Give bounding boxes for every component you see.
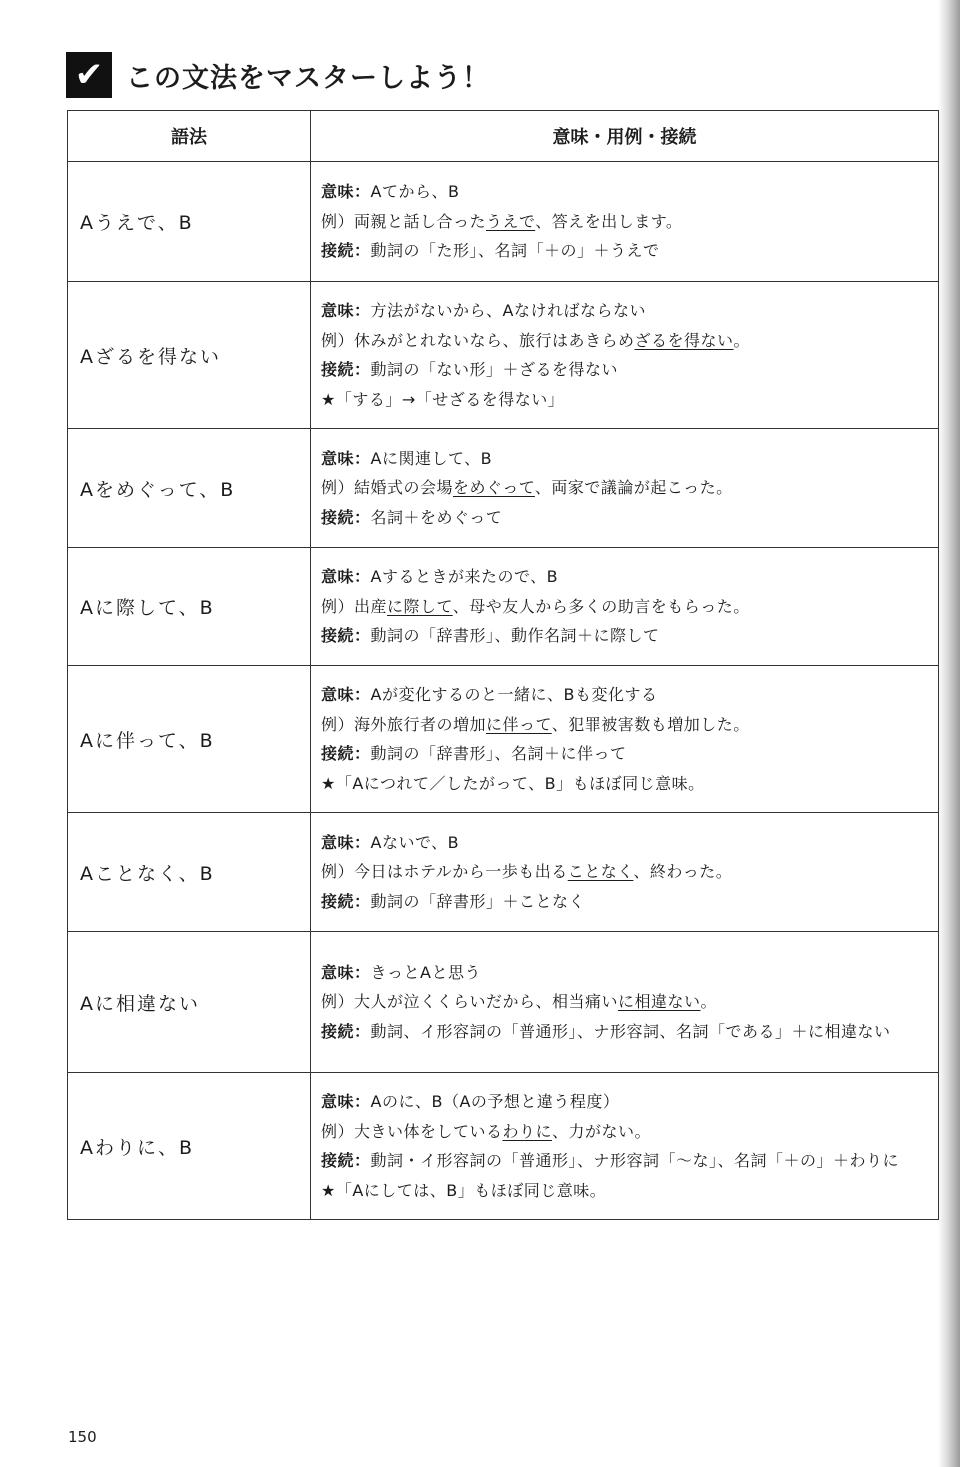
line-text: 、力がない。	[552, 1121, 652, 1141]
page-title: この文法をマスターしよう！	[126, 62, 490, 94]
page-number: 150	[68, 1428, 97, 1446]
detail-line	[321, 769, 930, 799]
table-row	[68, 548, 939, 666]
line-text: Aのに、B（Aの予想と違う程度）	[370, 1092, 620, 1111]
page-edge-shadow	[938, 0, 960, 1467]
line-text: 、両家で議論が起こった。	[534, 478, 733, 498]
target-expression: わりに	[502, 1121, 553, 1141]
target-expression: に相違ない	[618, 992, 701, 1012]
line-label: 接続：	[321, 507, 371, 527]
line-label: 意味：	[321, 1092, 371, 1111]
target-expression: うえで	[486, 211, 536, 231]
line-text: 動詞、イ形容詞の「普通形」、ナ形容詞、名詞「である」＋に相違ない	[370, 1021, 891, 1041]
line-label: 接続：	[321, 241, 371, 261]
table-row	[68, 162, 939, 282]
column-header-details: 意味・用例・接続	[311, 111, 939, 162]
table-row	[68, 666, 939, 813]
line-text: 、終わった。	[633, 862, 733, 882]
usage-cell: Aに伴って、B	[68, 666, 311, 813]
detail-line	[321, 1176, 930, 1206]
detail-line	[321, 296, 930, 326]
target-expression: ことなく	[567, 862, 634, 882]
detail-cell	[311, 813, 939, 932]
detail-line	[321, 562, 930, 592]
detail-line	[321, 355, 930, 385]
table-row	[68, 813, 939, 932]
line-text: ★「Aにつれて／したがって、B」もほぼ同じ意味。	[321, 773, 705, 793]
detail-line	[321, 1087, 930, 1117]
line-label: 意味：	[321, 962, 371, 982]
detail-line	[321, 503, 930, 533]
grammar-table	[67, 110, 939, 1220]
detail-line	[321, 958, 930, 988]
line-text: 動詞の「ない形」＋ざるを得ない	[370, 360, 619, 379]
detail-line	[321, 739, 930, 769]
table-row	[68, 932, 939, 1073]
target-expression: に際して	[387, 596, 453, 616]
detail-cell	[311, 1073, 939, 1220]
usage-cell: Aことなく、B	[68, 813, 311, 932]
line-text: Aないで、B	[370, 832, 460, 852]
line-text: 名詞＋をめぐって	[370, 507, 503, 527]
detail-cell	[311, 666, 939, 813]
table-row	[68, 1073, 939, 1220]
line-text: きっとAと思う	[370, 962, 481, 982]
line-text: 例）大きい体をしている	[321, 1121, 503, 1141]
usage-cell: Aわりに、B	[68, 1073, 311, 1220]
detail-line	[321, 621, 930, 651]
line-text: 。	[700, 992, 718, 1012]
line-label: 接続：	[321, 1021, 371, 1041]
line-label: 意味：	[321, 567, 371, 587]
line-text: 動詞の「た形」、名詞「＋の」＋うえで	[370, 241, 660, 261]
line-label: 接続：	[321, 626, 371, 646]
line-text: 例）両親と話し合った	[321, 211, 487, 231]
target-expression: ざるを得ない	[634, 330, 734, 350]
line-label: 意味：	[321, 832, 371, 852]
line-text: 方法がないから、Aなければならない	[370, 301, 646, 320]
checkmark-icon: ✔	[66, 52, 112, 98]
line-label: 意味：	[321, 448, 371, 468]
usage-cell: Aに際して、B	[68, 548, 311, 666]
detail-line	[321, 444, 930, 474]
line-text: 、犯罪被害数も増加した。	[551, 714, 750, 734]
line-label: 接続：	[321, 744, 371, 763]
line-text: 。	[733, 330, 751, 350]
line-text: 動詞・イ形容詞の「普通形」、ナ形容詞「～な」、名詞「＋の」＋わりに	[370, 1151, 900, 1170]
line-text: 動詞の「辞書形」＋ことなく	[370, 891, 586, 911]
detail-line	[321, 592, 930, 622]
usage-cell: Aざるを得ない	[68, 282, 311, 429]
detail-line	[321, 1146, 930, 1176]
detail-cell	[311, 162, 939, 282]
line-text: 動詞の「辞書形」、名詞＋に伴って	[370, 744, 627, 763]
usage-cell: Aをめぐって、B	[68, 429, 311, 548]
target-expression: をめぐって	[453, 478, 535, 498]
detail-line	[321, 710, 930, 740]
line-label: 意味：	[321, 301, 371, 320]
usage-cell: Aに相違ない	[68, 932, 311, 1073]
line-text: Aに関連して、B	[370, 448, 493, 468]
line-label: 接続：	[321, 1151, 371, 1170]
line-text: 例）今日はホテルから一歩も出る	[321, 862, 568, 882]
detail-cell	[311, 429, 939, 548]
detail-line	[321, 828, 930, 858]
line-label: 意味：	[321, 685, 371, 704]
table-header-row	[68, 111, 939, 162]
detail-line	[321, 680, 930, 710]
line-label: 接続：	[321, 360, 371, 379]
detail-line	[321, 1017, 930, 1047]
line-text: 例）海外旅行者の増加	[321, 714, 487, 734]
line-text: 動詞の「辞書形」、動作名詞＋に際して	[370, 626, 660, 646]
detail-line	[321, 385, 930, 415]
line-text: 例）休みがとれないなら、旅行はあきらめ	[321, 330, 635, 350]
line-text: 例）大人が泣くくらいだから、相当痛い	[321, 992, 619, 1012]
line-text: 、母や友人から多くの助言をもらった。	[452, 596, 750, 616]
detail-line	[321, 236, 930, 266]
table-row	[68, 429, 939, 548]
table-row	[68, 282, 939, 429]
section-header	[66, 52, 490, 98]
line-text: ★「Aにしては、B」もほぼ同じ意味。	[321, 1180, 607, 1200]
line-text: 例）出産	[321, 596, 388, 616]
column-header-usage: 語法	[68, 111, 311, 162]
line-text: Aするときが来たので、B	[370, 567, 559, 587]
line-text: ★「する」→「せざるを得ない」	[321, 389, 565, 409]
detail-line	[321, 1117, 930, 1147]
target-expression: に伴って	[486, 714, 552, 734]
line-text: Aが変化するのと一緒に、Bも変化する	[370, 685, 658, 704]
detail-line	[321, 987, 930, 1017]
usage-cell: Aうえで、B	[68, 162, 311, 282]
detail-line	[321, 326, 930, 356]
detail-line	[321, 207, 930, 237]
detail-cell	[311, 932, 939, 1073]
table-body	[68, 162, 939, 1220]
detail-line	[321, 887, 930, 917]
line-text: Aてから、B	[370, 182, 460, 202]
detail-cell	[311, 282, 939, 429]
line-text: 例）結婚式の会場	[321, 478, 454, 498]
line-text: 、答えを出します。	[535, 211, 683, 231]
line-label: 意味：	[321, 182, 371, 202]
detail-line	[321, 473, 930, 503]
detail-line	[321, 857, 930, 887]
line-label: 接続：	[321, 891, 371, 911]
detail-cell	[311, 548, 939, 666]
detail-line	[321, 177, 930, 207]
